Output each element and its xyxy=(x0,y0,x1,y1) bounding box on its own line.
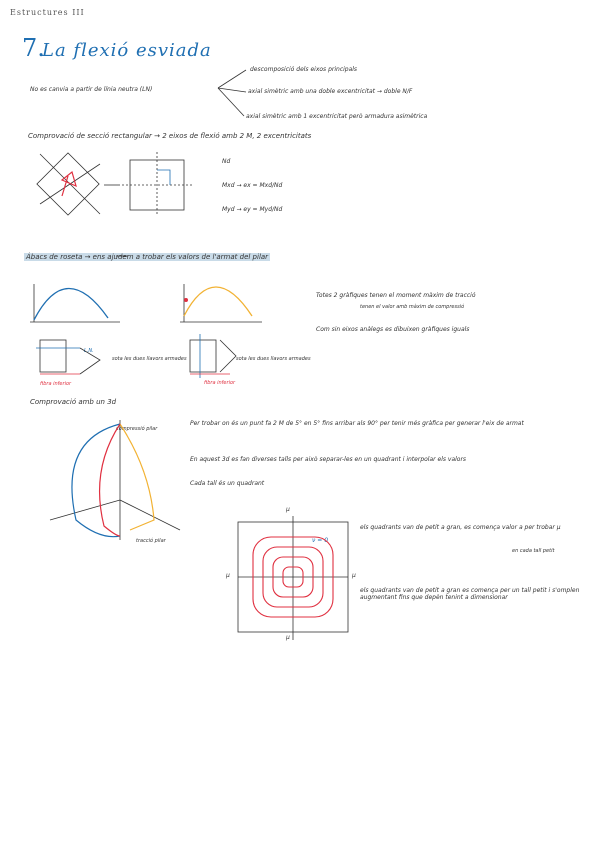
s2-side-note-right: sota les dues llavors armades xyxy=(236,356,311,362)
intro-option-3: axial simètric amb 1 excentricitat però armadura asimètrica xyxy=(246,113,428,120)
section-abacs-heading: Ábacs de roseta → ens ajudem a trobar els valors de l'armat del pilar xyxy=(26,253,269,261)
abac-chart-right xyxy=(180,284,262,322)
abac-section-right xyxy=(190,334,236,378)
title-number: 7. xyxy=(22,34,45,62)
page-title: La flexió esviada xyxy=(42,40,212,61)
rotated-section-marks xyxy=(62,172,76,196)
section-rect-heading: Comprovació de secció rectangular → 2 eixos de flexió amb 2 M, 2 excentricitats xyxy=(28,132,312,140)
s4-axis-top: μ xyxy=(286,506,290,513)
s2-fibre-left: fibra inferior xyxy=(40,381,72,387)
intro-brace xyxy=(218,70,246,116)
s2-note-2: tenen el valor amb màxim de compressió xyxy=(360,304,465,310)
s4-axis-left: μ xyxy=(226,572,230,579)
s3-note-2: En aquest 3d es fan diverses talls per això separar-les en un quadrant i interpolar els valors xyxy=(190,456,467,463)
abac-chart-left xyxy=(30,284,120,322)
s2-side-note-left: sota les dues llavors armades xyxy=(112,356,187,362)
s3-bottom-label: tracció pilar xyxy=(136,538,166,544)
s1-item-my: Myd → ey = Myd/Nd xyxy=(222,206,283,213)
contour-chart xyxy=(238,516,348,640)
s3-top-label: compressió pilar xyxy=(116,426,158,432)
s4-note-1: els quadrants van de petit a gran, es comença valor a per trobar μ xyxy=(360,524,561,531)
s2-note-1: Totes 2 gràfiques tenen el moment màxim de tracció xyxy=(316,292,476,299)
s2-fibre-right: fibra inferior xyxy=(204,380,236,386)
abac-section-left xyxy=(36,340,100,374)
s2-ln-label: L.N. xyxy=(84,348,94,354)
surface-3d-diagram xyxy=(50,420,180,540)
page-header: Estructures III xyxy=(10,8,85,17)
s4-note-3: els quadrants van de petit a gran es comença per un tall petit i s'omplen augmentant fins que depèn tenint a dimensionar xyxy=(360,587,580,601)
s2-note-3: Com sin eixos anàlegs es dibuixen gràfiques iguals xyxy=(316,326,470,333)
intro-option-1: descomposició dels eixos principals xyxy=(250,66,358,73)
axes-section-diagram xyxy=(122,152,194,216)
s1-item-mx: Mxd → ex = Mxd/Nd xyxy=(222,182,283,189)
s4-axis-right: μ xyxy=(352,572,356,579)
intro-lead: No es canvia a partir de línia neutra (LN) xyxy=(30,86,153,93)
s3-note-3: Cada tall és un quadrant xyxy=(190,480,265,487)
s4-v-label: ν = 0 xyxy=(312,537,329,544)
intro-option-2: axial simètric amb una doble excentricitat → doble N/F xyxy=(248,88,413,95)
s1-item-nd: Nd xyxy=(222,158,231,165)
s4-note-2: en cada tall petit xyxy=(512,548,555,554)
s4-axis-bottom: μ xyxy=(286,634,290,641)
rotated-section-diagram xyxy=(37,153,100,215)
section-3d-heading: Comprovació amb un 3d xyxy=(30,398,117,406)
s3-note-1: Per trobar on és un punt fa 2 M de 5° en 5° fins arribar als 90° per tenir més gràfica per generar l'eix de armat xyxy=(190,420,524,427)
